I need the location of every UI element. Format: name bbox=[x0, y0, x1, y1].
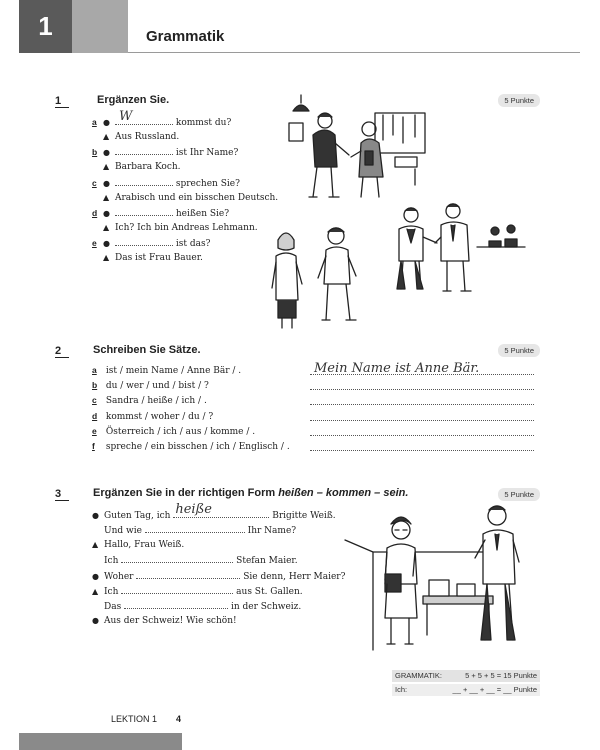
woman-and-boy-illustration bbox=[270, 222, 370, 332]
ex1-item-d-answer: ▲ Ich? Ich bin Andreas Lehmann. bbox=[103, 223, 258, 233]
exercise-1-number: 1 bbox=[55, 95, 69, 108]
footer-grey-bar bbox=[19, 733, 182, 750]
ex3-line-8: ● Aus der Schweiz! Wie schön! bbox=[92, 616, 237, 626]
ex2-item-e: e Österreich / ich / aus / komme / . bbox=[92, 426, 256, 437]
ex1-item-e-input[interactable] bbox=[115, 237, 173, 246]
exercise-3-title: Ergänzen Sie in der richtigen Form heißen – kommen – sein. bbox=[93, 487, 409, 499]
ex2-item-b: b du / wer / und / bist / ? bbox=[92, 380, 209, 391]
ex2-answer-line-b[interactable] bbox=[310, 378, 534, 390]
ex1-item-d-question: d ● heißen Sie? bbox=[92, 208, 230, 219]
ex2-answer-line-f[interactable] bbox=[310, 439, 534, 451]
exercise-2-points-badge: 5 Punkte bbox=[498, 344, 540, 357]
ex3-input-2[interactable] bbox=[145, 524, 245, 533]
score-row-grammatik: GRAMMATIK: 5 + 5 + 5 = 15 Punkte bbox=[392, 670, 540, 682]
ex1-item-e-answer: ▲ Das ist Frau Bauer. bbox=[103, 253, 203, 263]
ex1-item-a-answer: ▲ Aus Russland. bbox=[103, 132, 180, 142]
page-number: 4 bbox=[176, 714, 182, 724]
ex3-line-3: ▲ Hallo, Frau Weiß. bbox=[92, 540, 185, 550]
score-row-ich: Ich: __ + __ + __ = __ Punkte bbox=[392, 684, 540, 696]
ex2-item-a: a ist / mein Name / Anne Bär / . bbox=[92, 365, 242, 376]
ex1-item-b-input[interactable] bbox=[115, 146, 173, 155]
exercise-1-points-badge: 5 Punkte bbox=[498, 94, 540, 107]
ex2-answer-line-a[interactable]: Mein Name ist Anne Bär. bbox=[310, 363, 534, 375]
ex1-item-d-input[interactable] bbox=[115, 207, 173, 216]
ex1-item-e-question: e ● ist das? bbox=[92, 238, 211, 249]
ex2-answer-line-d[interactable] bbox=[310, 409, 534, 421]
ex1-item-c-answer: ▲ Arabisch und ein bisschen Deutsch. bbox=[103, 193, 279, 203]
ex2-item-c: c Sandra / heiße / ich / . bbox=[92, 395, 207, 406]
ex2-item-f: f spreche / ein bisschen / ich / Englisch / . bbox=[92, 441, 290, 452]
ex3-input-3[interactable] bbox=[121, 554, 233, 563]
ex1-item-c-question: c ● sprechen Sie? bbox=[92, 178, 240, 189]
exercise-2-title: Schreiben Sie Sätze. bbox=[93, 344, 201, 356]
ex1-item-b-question: b ● ist Ihr Name? bbox=[92, 147, 239, 158]
ex1-item-b-answer: ▲ Barbara Koch. bbox=[103, 162, 181, 172]
header-divider bbox=[128, 52, 580, 53]
exercise-2-number: 2 bbox=[55, 345, 69, 358]
page-title: Grammatik bbox=[146, 28, 225, 45]
lesson-number-box: 1 bbox=[19, 0, 72, 53]
handshake-illustration bbox=[393, 203, 528, 295]
ex1-item-a-question: a ● W kommst du? bbox=[92, 109, 232, 128]
shop-scene-illustration bbox=[283, 95, 433, 200]
office-scene-illustration bbox=[345, 500, 530, 650]
ex3-line-6: ▲ Ich aus St. Gallen. bbox=[92, 587, 303, 597]
header-grey-block bbox=[72, 0, 128, 53]
ex2-item-d: d kommst / woher / du / ? bbox=[92, 411, 214, 422]
exercise-3-number: 3 bbox=[55, 488, 69, 501]
ex2-answer-line-e[interactable] bbox=[310, 424, 534, 436]
ex3-input-1[interactable]: heiße bbox=[173, 509, 269, 518]
ex3-input-6[interactable] bbox=[124, 600, 228, 609]
ex3-line-4: Ich Stefan Maier. bbox=[104, 556, 298, 566]
ex3-line-7: Das in der Schweiz. bbox=[104, 602, 302, 612]
exercise-1-title: Ergänzen Sie. bbox=[97, 94, 170, 106]
ex3-input-4[interactable] bbox=[136, 570, 240, 579]
ex3-line-2: Und wie Ihr Name? bbox=[104, 526, 297, 536]
ex1-item-c-input[interactable] bbox=[115, 177, 173, 186]
footer-lesson: LEKTION 1 bbox=[111, 714, 158, 724]
exercise-3-points-badge: 5 Punkte bbox=[498, 488, 540, 501]
ex3-line-5: ● Woher Sie denn, Herr Maier? bbox=[92, 572, 346, 582]
ex2-answer-line-c[interactable] bbox=[310, 393, 534, 405]
ex3-input-5[interactable] bbox=[121, 585, 233, 594]
ex1-item-a-input[interactable]: W bbox=[115, 116, 173, 125]
ex3-line-1: ● Guten Tag, ich heiße Brigitte Weiß. bbox=[92, 502, 336, 521]
